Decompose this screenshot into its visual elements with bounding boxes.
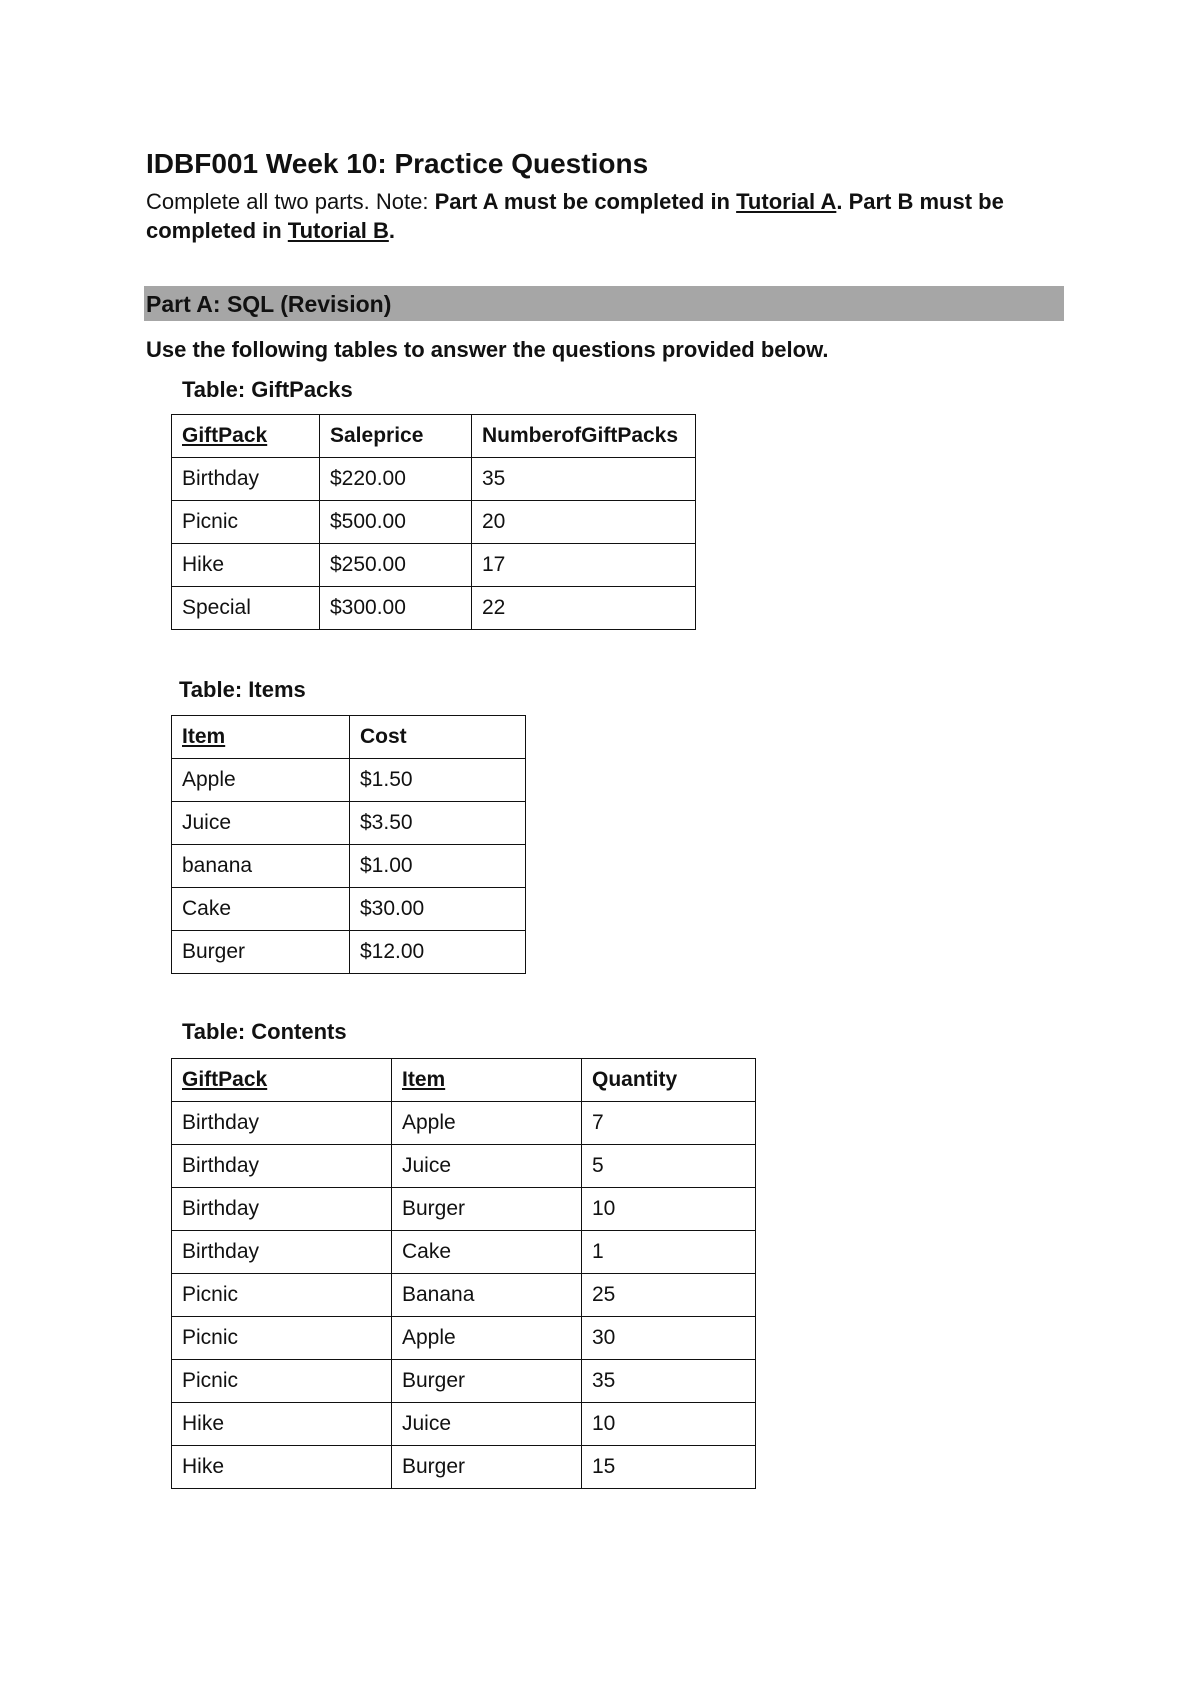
table-cell: 10 (582, 1188, 756, 1231)
table-cell: Picnic (172, 1317, 392, 1360)
table-row (172, 1102, 756, 1145)
contents-table (171, 1058, 756, 1489)
column-header: Item (392, 1059, 582, 1102)
table-cell: Picnic (172, 1274, 392, 1317)
table-header-row (172, 415, 696, 458)
table-cell: Picnic (172, 1360, 392, 1403)
table-cell: Picnic (172, 501, 320, 544)
table-cell: $30.00 (350, 888, 526, 931)
table-row (172, 1145, 756, 1188)
table-row (172, 1274, 756, 1317)
items-table (171, 715, 526, 974)
section-heading-part-a: Part A: SQL (Revision) (144, 286, 1064, 321)
giftpacks-caption: Table: GiftPacks (182, 377, 353, 402)
table-row (172, 458, 696, 501)
table-cell: $12.00 (350, 931, 526, 974)
table-cell: 20 (472, 501, 696, 544)
table-cell: Hike (172, 1403, 392, 1446)
table-cell: Apple (392, 1102, 582, 1145)
table-cell: Burger (392, 1446, 582, 1489)
table-cell: $300.00 (320, 587, 472, 630)
table-cell: 15 (582, 1446, 756, 1489)
table-cell: 5 (582, 1145, 756, 1188)
column-header: NumberofGiftPacks (472, 415, 696, 458)
table-cell: $1.00 (350, 845, 526, 888)
table-cell: Cake (392, 1231, 582, 1274)
table-cell: Juice (392, 1145, 582, 1188)
table-row (172, 1446, 756, 1489)
table-row (172, 759, 526, 802)
table-row (172, 501, 696, 544)
table-cell: $1.50 (350, 759, 526, 802)
instruction-text: Use the following tables to answer the questions provided below. (146, 337, 829, 362)
table-row (172, 888, 526, 931)
table-header-row (172, 716, 526, 759)
table-cell: Birthday (172, 1231, 392, 1274)
table-cell: 35 (472, 458, 696, 501)
table-cell: Special (172, 587, 320, 630)
table-cell: $250.00 (320, 544, 472, 587)
table-cell: Burger (172, 931, 350, 974)
table-cell: Birthday (172, 458, 320, 501)
table-cell: 7 (582, 1102, 756, 1145)
table-row (172, 802, 526, 845)
table-row (172, 1188, 756, 1231)
table-cell: 30 (582, 1317, 756, 1360)
column-header: Saleprice (320, 415, 472, 458)
table-cell: Apple (392, 1317, 582, 1360)
table-row (172, 1360, 756, 1403)
column-header: Quantity (582, 1059, 756, 1102)
items-caption: Table: Items (179, 677, 306, 702)
table-cell: banana (172, 845, 350, 888)
table-cell: 1 (582, 1231, 756, 1274)
intro-tutorial-b: Tutorial B (287, 218, 389, 243)
table-cell: 22 (472, 587, 696, 630)
table-cell: $220.00 (320, 458, 472, 501)
table-row (172, 587, 696, 630)
giftpacks-table (171, 414, 696, 630)
intro-after-a: . Part B must be completed in (146, 189, 1004, 243)
column-header: GiftPack (172, 415, 320, 458)
intro-lead: Complete all two parts. Note: (146, 189, 435, 214)
table-cell: Apple (172, 759, 350, 802)
table-cell: $3.50 (350, 802, 526, 845)
column-header: Item (172, 716, 350, 759)
table-row (172, 1317, 756, 1360)
table-cell: Juice (392, 1403, 582, 1446)
table-cell: Banana (392, 1274, 582, 1317)
table-cell: Hike (172, 544, 320, 587)
table-cell: 25 (582, 1274, 756, 1317)
table-header-row (172, 1059, 756, 1102)
table-row (172, 931, 526, 974)
table-row (172, 1231, 756, 1274)
column-header: GiftPack (172, 1059, 392, 1102)
table-cell: Burger (392, 1360, 582, 1403)
table-cell: Birthday (172, 1188, 392, 1231)
table-cell: Hike (172, 1446, 392, 1489)
table-cell: 10 (582, 1403, 756, 1446)
table-cell: 35 (582, 1360, 756, 1403)
contents-caption: Table: Contents (182, 1019, 347, 1044)
intro-tutorial-a: Tutorial A (736, 189, 837, 214)
table-cell: Birthday (172, 1102, 392, 1145)
table-cell: Burger (392, 1188, 582, 1231)
table-row (172, 845, 526, 888)
intro-end: . (388, 218, 395, 243)
table-row (172, 1403, 756, 1446)
table-row (172, 544, 696, 587)
intro-paragraph (146, 187, 1046, 245)
table-cell: Cake (172, 888, 350, 931)
page-title: IDBF001 Week 10: Practice Questions (146, 148, 649, 179)
table-cell: $500.00 (320, 501, 472, 544)
table-cell: 17 (472, 544, 696, 587)
table-cell: Juice (172, 802, 350, 845)
column-header: Cost (350, 716, 526, 759)
intro-part-a-text: Part A must be completed in (434, 189, 737, 214)
table-cell: Birthday (172, 1145, 392, 1188)
